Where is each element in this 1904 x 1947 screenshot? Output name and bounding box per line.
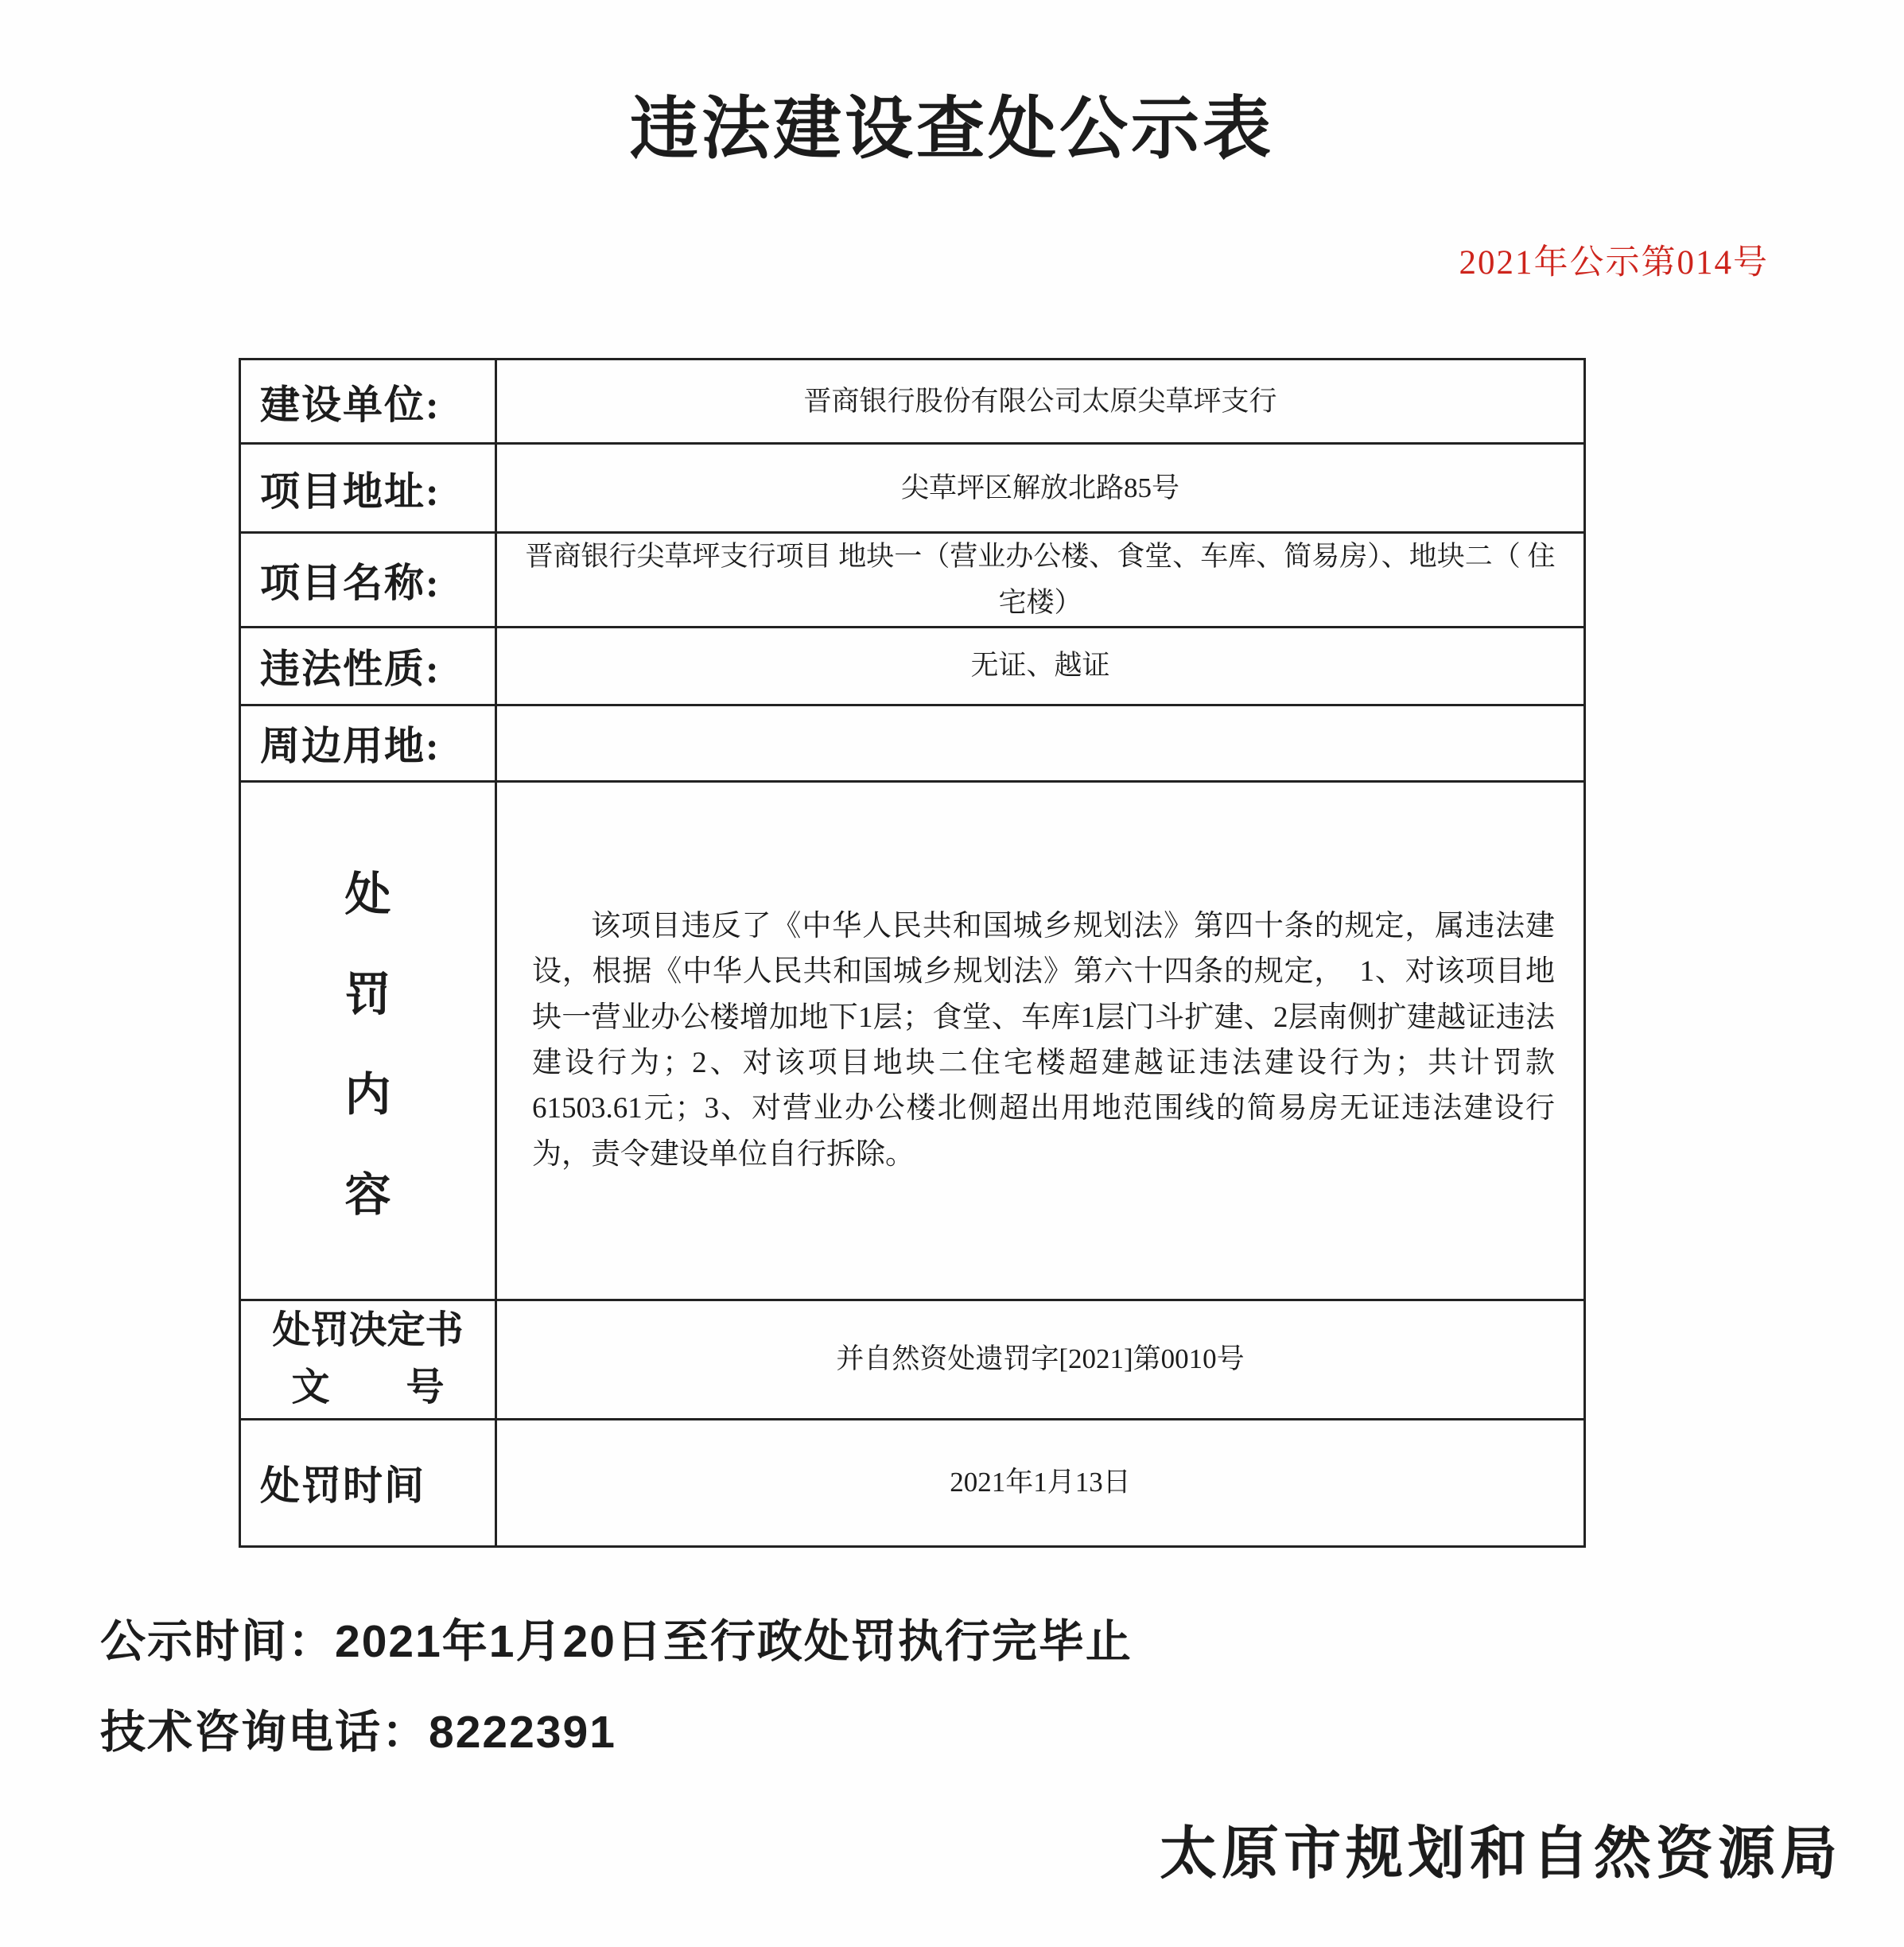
- punishment-content-text: 该项目违反了《中华人民共和国城乡规划法》第四十条的规定，属违法建设，根据《中华人民共和国城乡规划法》第六十四条的规定， 1、对该项目地块一营业办公楼增加地下1层；食堂、车库1层门斗扩建、2层南侧扩建越证违法建设行为；2、对该项目地块二住宅楼超建越证违法建设行为；共计罚款61503.61元；3、对营业办公楼北侧超出用地范围线的简易房无证违法建设行为，责令建设单位自行拆除。: [532, 909, 1555, 1171]
- table-row-project-name: [240, 533, 1585, 628]
- table-row-project-address: [240, 444, 1585, 533]
- punishment-label-char: 罚: [344, 969, 391, 1020]
- table-row-punishment-content: [240, 781, 1585, 1300]
- punishment-label-char: 容: [344, 1169, 391, 1221]
- punishment-content-label: [240, 781, 496, 1300]
- table-row-violation-nature: [240, 627, 1585, 705]
- violation-nature-value: 无证、越证: [496, 627, 1585, 705]
- project-address-label: 项目地址:: [240, 444, 496, 533]
- issuing-agency-name: 太原市规划和自然资源局: [1159, 1822, 1842, 1886]
- punishment-time-label: 处罚时间: [240, 1419, 496, 1546]
- table-row-decision-doc-number: [240, 1300, 1585, 1419]
- table-row-punishment-time: [240, 1419, 1585, 1546]
- decision-doc-number-value: 并自然资处遗罚字[2021]第0010号: [496, 1300, 1585, 1419]
- punishment-time-value: 2021年1月13日: [496, 1419, 1585, 1546]
- project-name-value: 晋商银行尖草坪支行项目 地块一（营业办公楼、食堂、车库、简易房）、地块二（ 住宅楼）: [496, 533, 1585, 628]
- construction-unit-label: 建设单位:: [240, 359, 496, 444]
- table-row-construction-unit: [240, 359, 1585, 444]
- violation-nature-label: 违法性质:: [240, 627, 496, 705]
- decision-doc-number-label: [240, 1300, 496, 1419]
- punishment-label-char: 内: [344, 1069, 391, 1121]
- punishment-content-cell: [496, 781, 1585, 1300]
- notice-number: 2021年公示第014号: [1459, 244, 1769, 282]
- consultation-phone-line: 技术咨询电话：8222391: [100, 1707, 616, 1758]
- decision-doc-label-line2: 文 号: [291, 1366, 445, 1409]
- violation-notice-table: [239, 358, 1586, 1548]
- page-title: 违法建设查处公示表: [630, 91, 1274, 167]
- punishment-label-char: 处: [344, 869, 391, 920]
- publicity-period-line: 公示时间：2021年1月20日至行政处罚执行完毕止: [100, 1616, 1133, 1667]
- construction-unit-value: 晋商银行股份有限公司太原尖草坪支行: [496, 359, 1585, 444]
- project-address-value: 尖草坪区解放北路85号: [496, 444, 1585, 533]
- decision-doc-label-line1: 处罚决定书: [272, 1309, 464, 1351]
- surrounding-land-label: 周边用地:: [240, 705, 496, 781]
- surrounding-land-value: [496, 705, 1585, 781]
- table-row-surrounding-land: [240, 705, 1585, 781]
- punishment-label-stack: [242, 857, 494, 1224]
- project-name-label: 项目名称:: [240, 533, 496, 628]
